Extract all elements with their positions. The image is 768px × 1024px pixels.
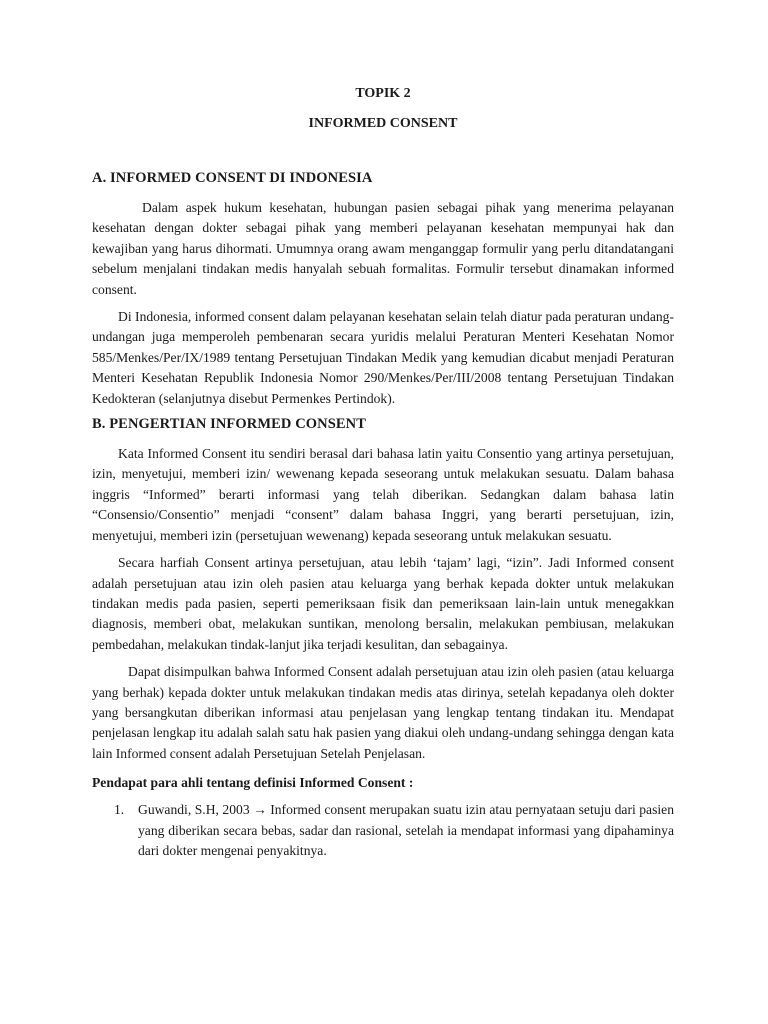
section-b-heading: B. PENGERTIAN INFORMED CONSENT — [92, 416, 366, 433]
topic-label: TOPIK 2 — [355, 86, 411, 101]
list-item-text: Guwandi, S.H, 2003 → Informed consent merupakan suatu izin atau pernyataan setuju dari pasien yang diberikan secara bebas, sadar dan rasional, setelah ia mendapat informasi yang dipahaminya dari dokter mengenai penyakitnya. — [138, 802, 674, 858]
section-b-paragraph-2: Secara harfiah Consent artinya persetujuan, atau lebih ‘tajam’ lagi, “izin”. Jadi Informed consent adalah persetujuan atau izin oleh pasien atau keluarga yang berhak kepada dokter untuk melakukan tindakan medis pada pasien, seperti pemeriksaan fisik dan pemeriksaan lain-lain untuk menegakkan diagnosis, memberi obat, melakukan suntikan, menolong bersalin, melakukan pembiusan, melakukan pembedahan, melakukan tindak-lanjut jika terjadi kesulitan, dan sebagainya. — [92, 555, 674, 652]
document-title: INFORMED CONSENT — [308, 116, 458, 131]
list-item — [92, 800, 674, 861]
section-a-paragraph-1: Dalam aspek hukum kesehatan, hubungan pasien sebagai pihak yang menerima pelayanan kesehatan dengan dokter sebagai pihak yang memberi pelayanan kesehatan mempunyai hak dan kewajiban yang harus dihormati. Umumnya orang awam menganggap formulir yang perlu ditandatangani sebelum menjalani tindakan medis hanyalah sebuah formalitas. Formulir tersebut dinamakan informed consent. — [92, 200, 674, 297]
section-b-paragraph-1: Kata Informed Consent itu sendiri berasal dari bahasa latin yaitu Consentio yang artinya persetujuan, izin, menyetujui, memberi izin/ wewenang kepada seseorang untuk melakukan sesuatu. Dalam bahasa inggris “Informed” berarti informasi yang telah diberikan. Sedangkan dalam bahasa latin “Consensio/Consentio” menjadi “consent” dalam bahasa Inggri, yang berarti persetujuan, izin, menyetujui, memberi izin (persetujuan wewenang) kepada seseorang untuk melakukan sesuatu. — [92, 446, 674, 543]
section-a-heading: A. INFORMED CONSENT DI INDONESIA — [92, 170, 373, 186]
section-a-paragraph-2: Di Indonesia, informed consent dalam pelayanan kesehatan selain telah diatur pada peraturan undang-undangan juga memperoleh pembenaran secara yuridis melalui Peraturan Menteri Kesehatan Nomor 585/Menkes/Per/IX/1989 tentang Persetujuan Tindakan Medik yang kemudian dicabut menjadi Peraturan Menteri Kesehatan Republik Indonesia Nomor 290/Menkes/Per/III/2008 tentang Persetujuan Tindakan Kedokteran (selanjutnya disebut Permenkes Pertindok). — [92, 309, 674, 406]
list-item-number: 1. — [114, 802, 125, 818]
expert-opinions-subheading: Pendapat para ahli tentang definisi Informed Consent : — [92, 775, 414, 791]
expert-opinions-list — [92, 800, 674, 861]
section-b-paragraph-3: Dapat disimpulkan bahwa Informed Consent adalah persetujuan atau izin oleh pasien (atau keluarga yang berhak) kepada dokter untuk melakukan tindakan medis atas dirinya, setelah kepadanya oleh dokter yang bersangkutan diberikan informasi atau penjelasan yang lengkap tentang tindakan itu. Mendapat penjelasan lengkap itu adalah salah satu hak pasien yang diakui oleh undang-undang sehingga dengan kata lain Informed consent adalah Persetujuan Setelah Penjelasan. — [92, 664, 674, 761]
